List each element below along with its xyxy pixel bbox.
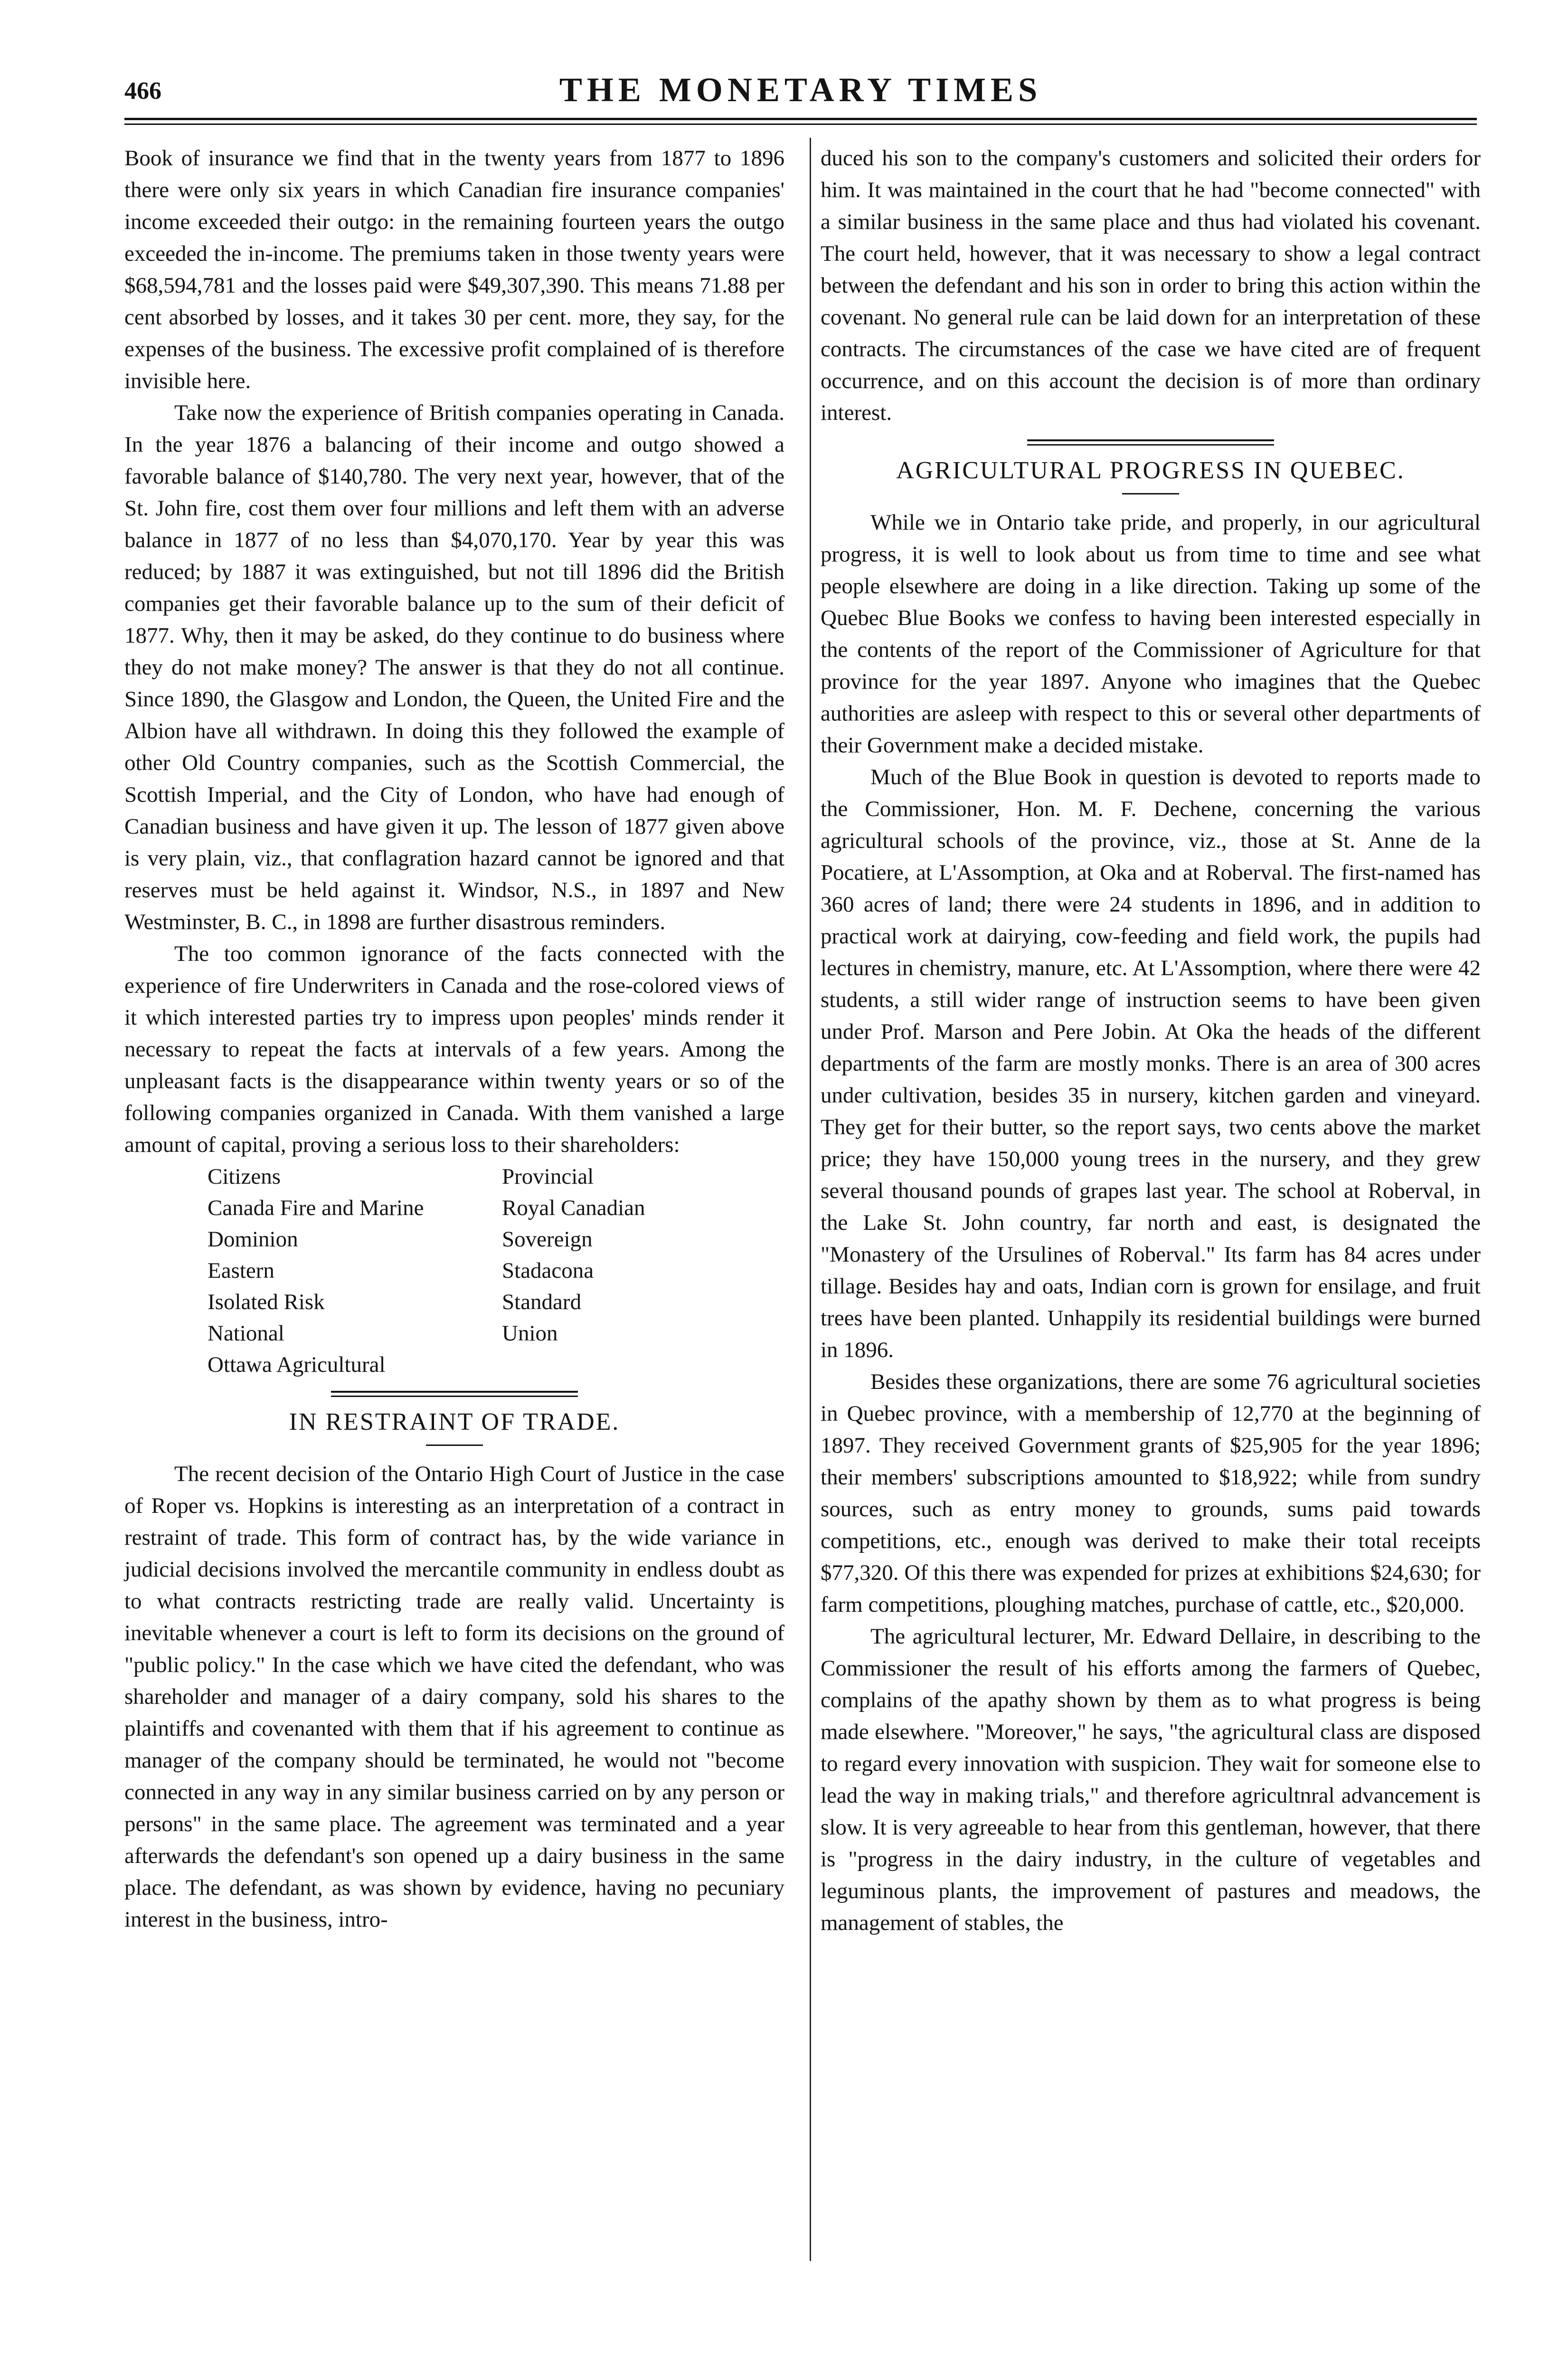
section-heading-restraint: IN RESTRAINT OF TRADE.	[289, 1408, 620, 1435]
right-column	[821, 143, 1481, 1939]
company-list-item: Citizens	[208, 1164, 281, 1189]
header-rule	[124, 118, 1477, 120]
heading-underline	[1122, 493, 1179, 494]
section-heading-agricultural: AGRICULTURAL PROGRESS IN QUEBEC.	[896, 457, 1405, 484]
agricultural-paragraph-2: Much of the Blue Book in question is devoted to reports made to the Commissioner, Hon. M. F. Dechene, concerning the various agricultural schools of the province, viz., those at St. Anne de la Pocatiere, at L'Assomption, at Oka and at Roberval. The first-named has 360 acres of land; there were 24 students in 1896, and in addition to practical work at dairying, cow-feeding and field work, the pupils had lectures in chemistry, manure, etc. At L'Assomption, where there were 42 students, a still wider range of instruction seems to have been given under Prof. Marson and Pere Jobin. At Oka the heads of the different departments of the farm are mostly monks. There is an area of 300 acres under cultivation, besides 35 in nursery, kitchen garden and vineyard. They get for their butter, so the report says, two cents above the market price; they have 150,000 young trees in the nursery, and they grew several thousand pounds of grapes last year. The school at Roberval, in the Lake St. John country, far north and east, is designated the "Monastery of the Ursulines of Roberval." Its farm has 84 acres under tillage. Besides hay and oats, Indian corn is grown for ensilage, and fruit trees have been planted. Unhappily its residential buildings were burned in 1896.	[821, 765, 1481, 1362]
insurance-paragraph-1: Book of insurance we find that in the twenty years from 1877 to 1896 there were only six years in which Canadian fire insurance companies' income exceeded their outgo: in the remaining fourteen years the outgo exceeded the in-income. The premiums taken in those twenty years were $68,594,781 and the losses paid were $49,307,390. This means 71.88 per cent absorbed by losses, and it takes 30 per cent. more, they say, for the expenses of the business. The excessive profit complained of is therefore invisible here.	[124, 146, 784, 393]
journal-title: THE MONETARY TIMES	[559, 71, 1042, 109]
company-list-item: Stadacona	[502, 1258, 594, 1283]
company-list-item: Dominion	[208, 1227, 298, 1252]
company-list-item: Ottawa Agricultural	[208, 1352, 386, 1377]
left-column	[124, 143, 784, 1936]
agricultural-paragraph-1: While we in Ontario take pride, and properly, in our agricultural progress, it is well to look about us from time to time and see what people elsewhere are doing in a like direction. Taking up some of the Quebec Blue Books we confess to having been interested especially in the contents of the report of the Commissioner of Agriculture for that province for the year 1897. Anyone who imagines that the Quebec authorities are asleep with respect to this or several other departments of their Government make a decided mistake.	[821, 510, 1481, 758]
company-list-item: Canada Fire and Marine	[208, 1196, 424, 1220]
agricultural-paragraph-3: Besides these organizations, there are some 76 agricultural societies in Quebec province, with a membership of 12,770 at the beginning of 1897. They received Government grants of $25,905 for the year 1896; their members' subscriptions amounted to $18,922; while from sundry sources, such as entry money to grounds, sums paid towards competitions, etc., enough was derived to make their total receipts $77,320. Of this there was expended for prizes at exhibitions $24,630; for farm competitions, ploughing matches, purchase of cattle, etc., $20,000.	[821, 1369, 1481, 1617]
page-number: 466	[124, 77, 161, 105]
restraint-paragraph: The recent decision of the Ontario High Court of Justice in the case of Roper vs. Hopkins is interesting as an interpretation of a contract in restraint of trade. This form of contract has, by the wide variance in judicial decisions involved the mercantile community in endless doubt as to what contracts restricting trade are really valid. Uncertainty is inevitable whenever a court is left to form its decisions on the ground of "public policy." In the case which we have cited the defendant, who was shareholder and manager of a dairy company, sold his shares to the plaintiffs and covenanted with them that if his agreement to continue as manager of the company should be terminated, he would not "become connected in any way in any similar business carried on by any person or persons" in the same place. The agreement was terminated and a year afterwards the defendant's son opened up a dairy business in the same place. The defendant, as was shown by evidence, having no pecuniary interest in the business, intro-	[124, 1462, 784, 1932]
company-list-item: Royal Canadian	[502, 1196, 645, 1220]
company-list-item: Standard	[502, 1290, 582, 1314]
company-list-item: Sovereign	[502, 1227, 593, 1252]
company-list-item: Provincial	[502, 1164, 594, 1189]
company-list-item: Union	[502, 1321, 558, 1346]
section-divider	[331, 1391, 578, 1397]
column-divider	[810, 138, 811, 2261]
page-header	[124, 70, 1477, 123]
agricultural-paragraph-4: The agricultural lecturer, Mr. Edward Dellaire, in describing to the Commissioner the result of his efforts among the farmers of Quebec, complains of the apathy shown by them as to what progress is being made elsewhere. "Moreover," he says, "the agricultural class are disposed to regard every innovation with suspicion. They wait for someone else to lead the way in making trials," and therefore agricultnral advancement is slow. It is very agreeable to hear from this gentleman, however, that there is "progress in the dairy industry, in the culture of vegetables and leguminous plants, the improvement of pastures and meadows, the management of stables, the	[821, 1624, 1481, 1935]
company-list-item: Isolated Risk	[208, 1290, 325, 1314]
section-divider	[1027, 439, 1274, 446]
restraint-paragraph-continued: duced his son to the company's customers and solicited their orders for him. It was maintained in the court that he had "become connected" with a similar business in the same place and thus had violated his covenant. The court held, however, that it was necessary to show a legal contract between the defendant and his son in order to bring this action within the covenant. No general rule can be laid down for an interpretation of these contracts. The circumstances of the case we have cited are of frequent occurrence, and on this account the decision is of more than ordinary interest.	[821, 146, 1481, 425]
heading-underline	[426, 1444, 483, 1446]
company-list-item: National	[208, 1321, 284, 1346]
insurance-paragraph-2: Take now the experience of British companies operating in Canada. In the year 1876 a balancing of their income and outgo showed a favorable balance of $140,780. The very next year, however, that of the St. John fire, cost them over four millions and left them with an adverse balance in 1877 of no less than $4,070,170. Year by year this was reduced; by 1887 it was extinguished, but not till 1896 did the British companies get their favorable balance up to the sum of their deficit of 1877. Why, then it may be asked, do they continue to do business where they do not make money? The answer is that they do not all continue. Since 1890, the Glasgow and London, the Queen, the United Fire and the Albion have all withdrawn. In doing this they followed the example of other Old Country companies, such as the Scottish Commercial, the Scottish Imperial, and the City of London, who have had enough of Canadian business and have given it up. The lesson of 1877 given above is very plain, viz., that conflagration hazard cannot be ignored and that reserves must be held against it. Windsor, N.S., in 1897 and New Westminster, B. C., in 1898 are further disastrous reminders.	[124, 400, 784, 934]
company-list	[208, 1161, 784, 1380]
header-rule	[124, 124, 1477, 125]
insurance-paragraph-3: The too common ignorance of the facts connected with the experience of fire Underwriters in Canada and the rose-colored views of it which interested parties try to impress upon peoples' minds render it necessary to repeat the facts at intervals of a few years. Among the unpleasant facts is the disappearance within twenty years or so of the following companies organized in Canada. With them vanished a large amount of capital, proving a serious loss to their shareholders:	[124, 941, 784, 1157]
company-list-item: Eastern	[208, 1258, 274, 1283]
